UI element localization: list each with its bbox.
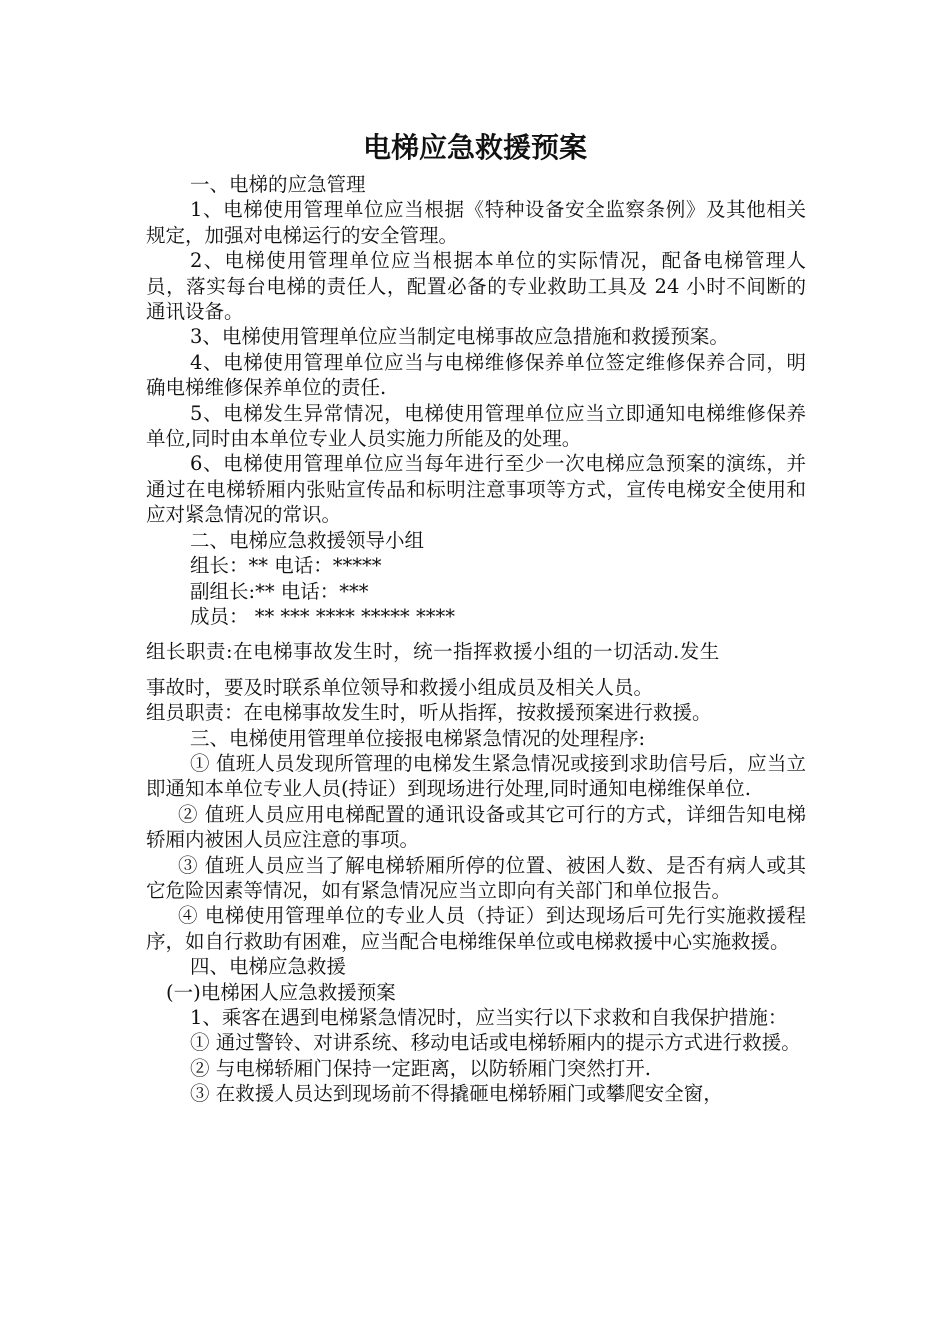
team-leader-line: 组长：** 电话：***** [190,554,382,578]
section-heading: 三、电梯使用管理单位接报电梯紧急情况的处理程序: [190,726,646,750]
team-members-line: 成员： ** *** **** ***** **** [190,604,455,628]
section-heading: 二、电梯应急救援领导小组 [190,528,425,552]
procedure-step: ① 通过警铃、对讲系统、移动电话或电梯轿厢内的提示方式进行救援。 [190,1031,801,1055]
procedure-step: ③ 在救援人员达到现场前不得撬砸电梯轿厢门或攀爬安全窗， [190,1082,723,1106]
section-heading: 一、电梯的应急管理 [190,173,366,196]
paragraph: 6、电梯使用管理单位应当每年进行至少一次电梯应急预案的演练，并通过在电梯轿厢内张贴宣传品和标明注意事项等方式，宣传电梯安全使用和应对紧急情况的常识。 [146,452,806,527]
paragraph: 4、电梯使用管理单位应当与电梯维修保养单位签定维修保养合同，明确电梯维修保养单位的责任. [146,350,806,400]
procedure-step: ② 与电梯轿厢门保持一定距离，以防轿厢门突然打开. [190,1056,651,1080]
procedure-step: ④ 电梯使用管理单位的专业人员（持证）到达现场后可先行实施救援程序，如自行救助有困难，应当配合电梯维保单位或电梯救援中心实施救援。 [146,904,806,953]
paragraph: 1、电梯使用管理单位应当根据《特种设备安全监察条例》及其他相关规定，加强对电梯运行的安全管理。 [146,198,806,247]
document-body [146,172,806,1107]
procedure-step: ① 值班人员发现所管理的电梯发生紧急情况或接到求助信号后，应当立即通知本单位专业人员(持证）到现场进行处理,同时通知电梯维保单位. [146,751,806,801]
paragraph: 5、电梯发生异常情况，电梯使用管理单位应当立即通知电梯维修保养单位,同时由本单位专业人员实施力所能及的处理。 [146,401,806,451]
section-heading: 四、电梯应急救援 [190,955,347,979]
leader-duties-continued: 事故时，要及时联系单位领导和救援小组成员及相关人员。 [146,675,654,699]
team-deputy-line: 副组长:** 电话：*** [190,579,369,603]
paragraph: 2、电梯使用管理单位应当根据本单位的实际情况，配备电梯管理人员，落实每台电梯的责任人，配置必备的专业救助工具及 24 小时不间断的通讯设备。 [146,249,806,324]
leader-duties: 组长职责:在电梯事故发生时，统一指挥救援小组的一切活动.发生 [146,640,720,664]
procedure-step: ③ 值班人员应当了解电梯轿厢所停的位置、被困人数、是否有病人或其它危险因素等情况，如有紧急情况应当立即向有关部门和单位报告。 [146,853,806,902]
member-duties: 组员职责：在电梯事故发生时，听从指挥，按救援预案进行救援。 [146,701,712,725]
procedure-step: ② 值班人员应用电梯配置的通讯设备或其它可行的方式，详细告知电梯轿厢内被困人员应注意的事项。 [146,802,806,852]
paragraph: 3、电梯使用管理单位应当制定电梯事故应急措施和救援预案。 [190,325,729,349]
subsection-heading: (一)电梯困人应急救援预案 [166,980,396,1004]
document-title: 电梯应急救援预案 [362,131,587,164]
paragraph: 1、乘客在遇到电梯紧急情况时，应当实行以下求救和自我保护措施： [190,1006,788,1029]
